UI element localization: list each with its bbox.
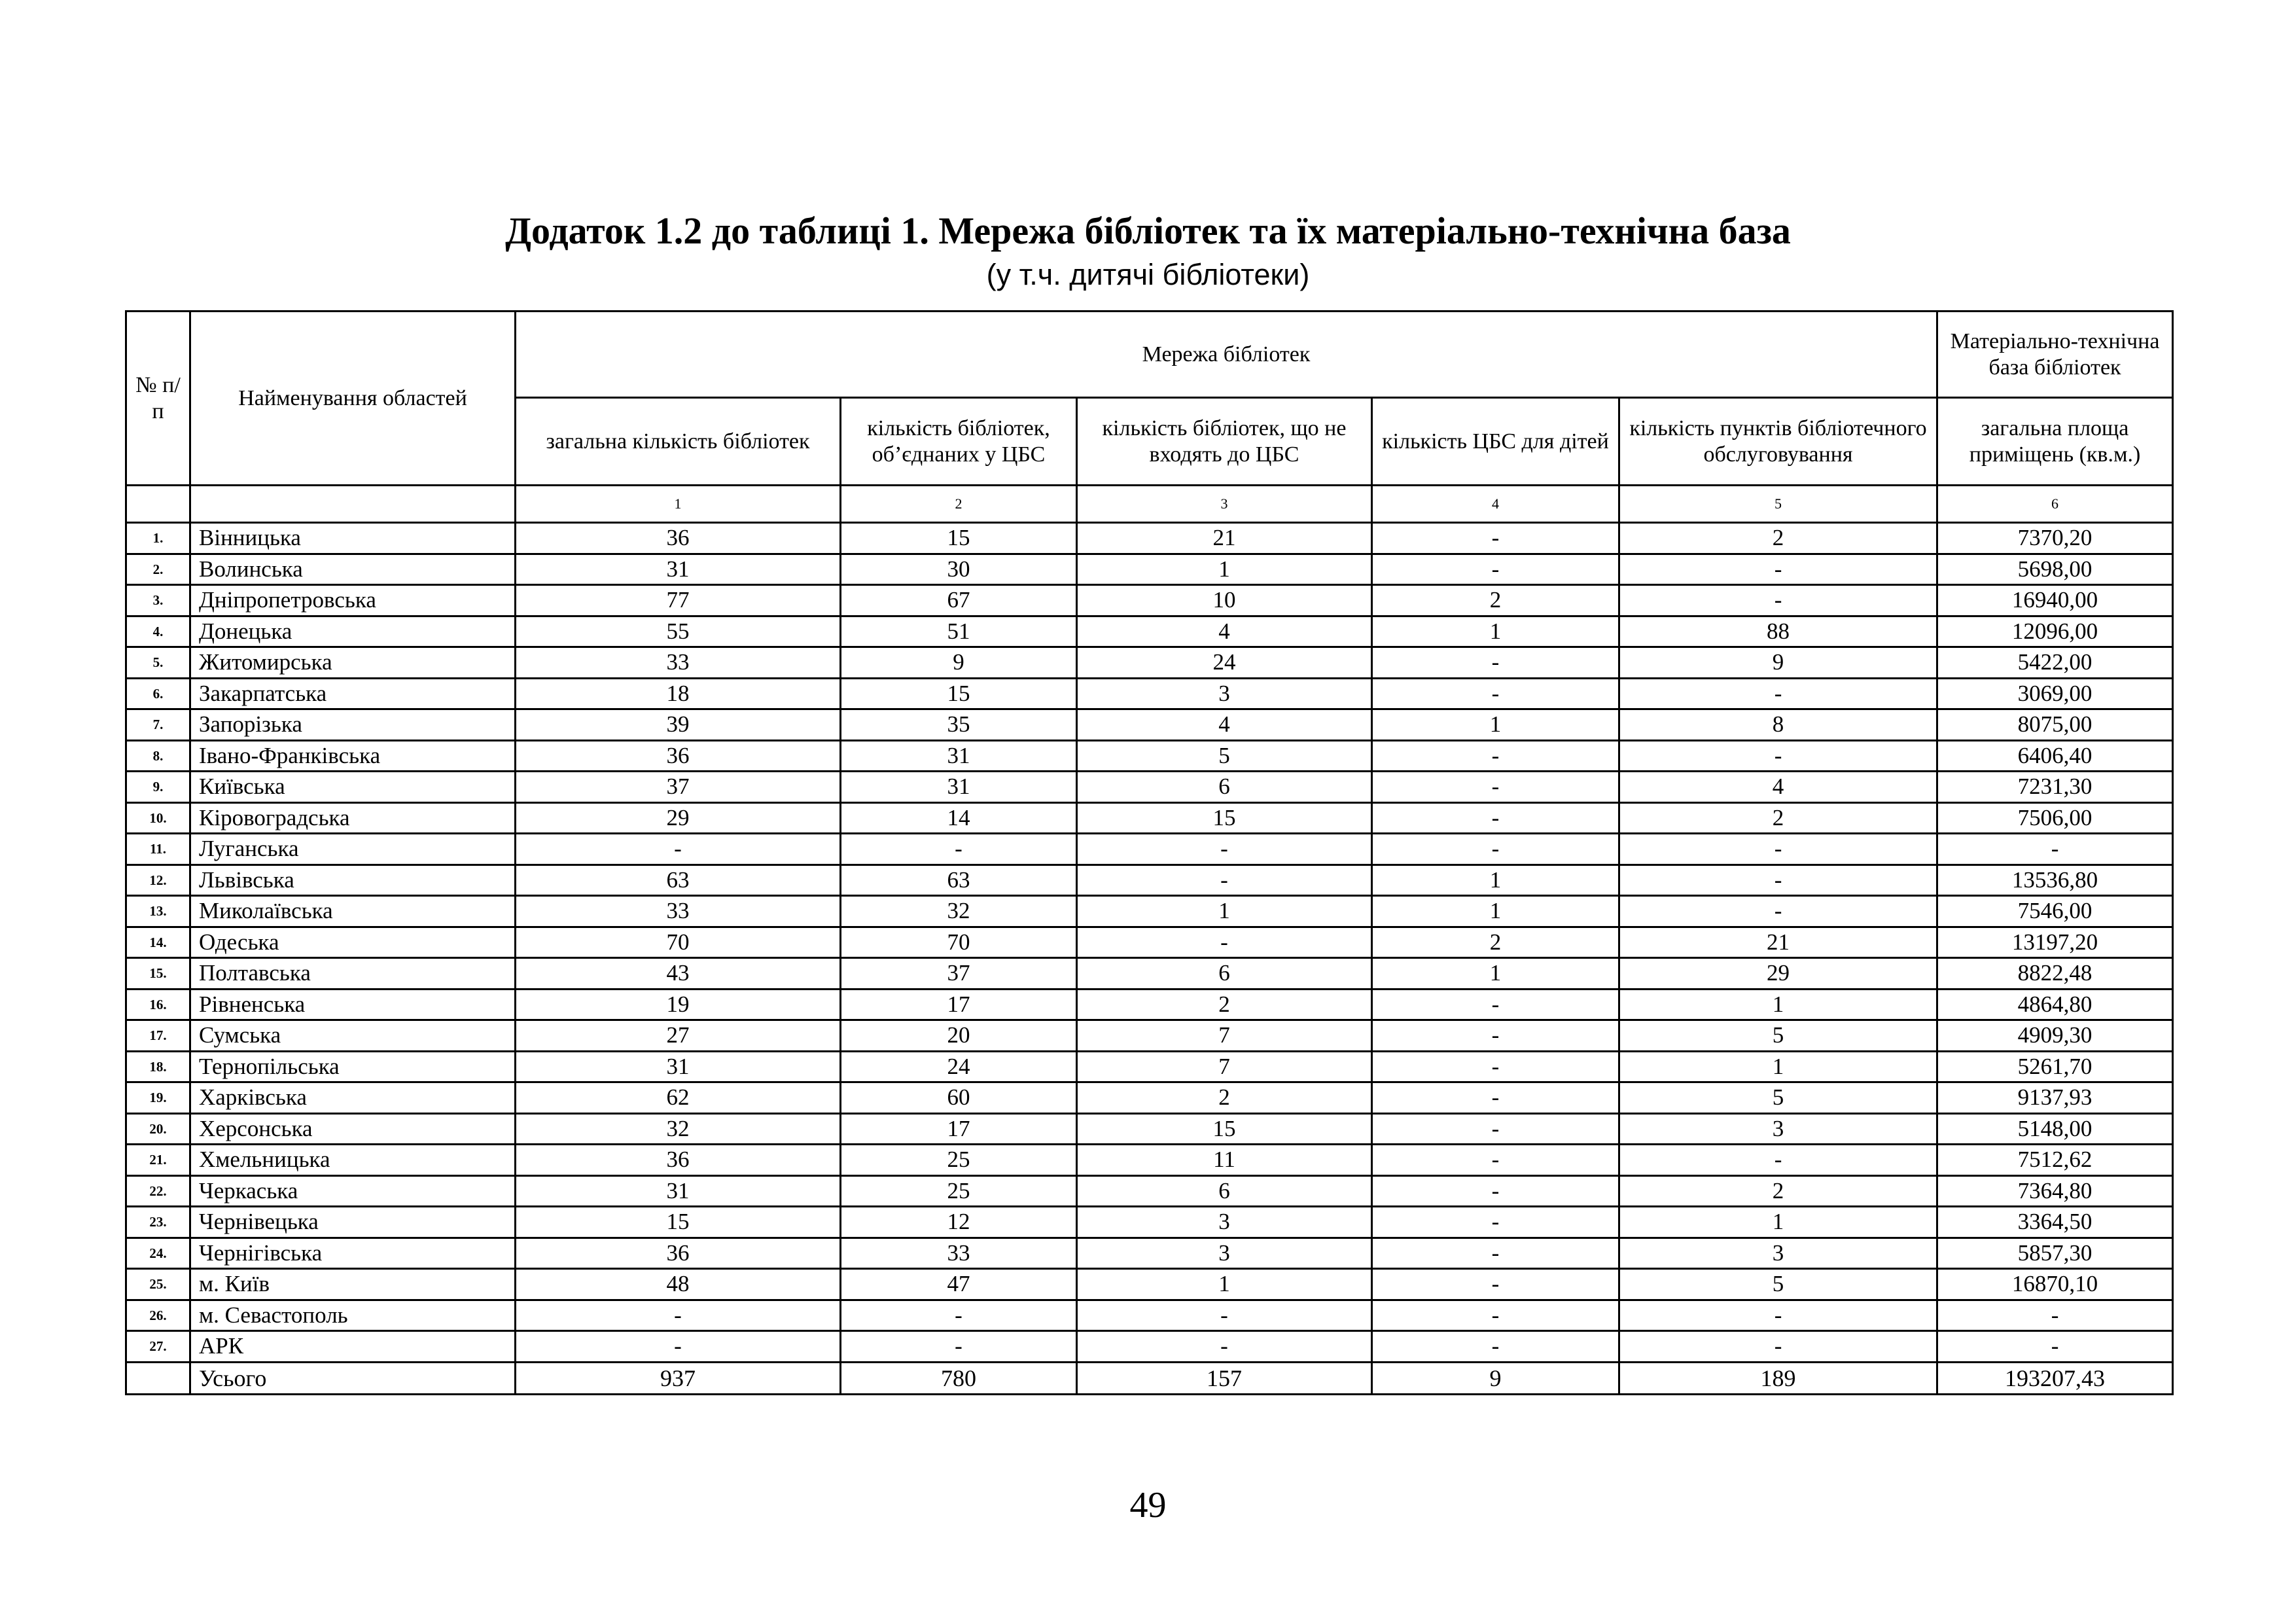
- region-name: Київська: [190, 772, 516, 803]
- libraries-outside-cbs: 3: [1077, 678, 1372, 709]
- service-points-count: 5: [1619, 1020, 1937, 1052]
- table-row: [126, 740, 2173, 772]
- libraries-outside-cbs: 2: [1077, 989, 1372, 1020]
- column-number: 1: [516, 486, 841, 523]
- region-name: Полтавська: [190, 958, 516, 990]
- table-row: [126, 1269, 2173, 1300]
- region-name: Одеська: [190, 927, 516, 958]
- children-cbs-count: -: [1372, 772, 1619, 803]
- row-number: 8.: [126, 740, 190, 772]
- total-libraries: 15: [516, 1207, 841, 1238]
- empty-cell: [190, 486, 516, 523]
- libraries-outside-cbs: 6: [1077, 772, 1372, 803]
- region-name: Івано-Франківська: [190, 740, 516, 772]
- total-total-libraries: 937: [516, 1362, 841, 1394]
- libraries-outside-cbs: 7: [1077, 1051, 1372, 1082]
- children-cbs-count: -: [1372, 802, 1619, 834]
- total-libraries: 36: [516, 523, 841, 554]
- header-material-base: Матеріально-технічна база бібліотек: [1937, 312, 2173, 398]
- service-points-count: 21: [1619, 927, 1937, 958]
- children-cbs-count: 2: [1372, 927, 1619, 958]
- children-cbs-count: 2: [1372, 585, 1619, 616]
- total-area: 12096,00: [1937, 616, 2173, 647]
- libraries-outside-cbs: 4: [1077, 709, 1372, 741]
- service-points-count: 4: [1619, 772, 1937, 803]
- table-body: [126, 523, 2173, 1395]
- total-libraries-outside-cbs: 157: [1077, 1362, 1372, 1394]
- region-name: Хмельницька: [190, 1145, 516, 1176]
- children-cbs-count: -: [1372, 1145, 1619, 1176]
- service-points-count: -: [1619, 554, 1937, 585]
- libraries-outside-cbs: 24: [1077, 647, 1372, 679]
- header-col-2: кількість бібліотек, об’єднаних у ЦБС: [841, 398, 1077, 486]
- service-points-count: -: [1619, 1300, 1937, 1331]
- total-area: 16870,10: [1937, 1269, 2173, 1300]
- column-number: 4: [1372, 486, 1619, 523]
- total-area: -: [1937, 1331, 2173, 1363]
- region-name: Львівська: [190, 865, 516, 896]
- libraries-in-cbs: 15: [841, 523, 1077, 554]
- column-number: 5: [1619, 486, 1937, 523]
- total-area: -: [1937, 834, 2173, 865]
- service-points-count: 2: [1619, 802, 1937, 834]
- table-row: [126, 1300, 2173, 1331]
- region-name: Чернігівська: [190, 1238, 516, 1269]
- libraries-outside-cbs: 3: [1077, 1238, 1372, 1269]
- service-points-count: -: [1619, 740, 1937, 772]
- libraries-outside-cbs: 5: [1077, 740, 1372, 772]
- libraries-table: [125, 310, 2174, 1395]
- total-libraries: 36: [516, 1238, 841, 1269]
- libraries-outside-cbs: -: [1077, 1331, 1372, 1363]
- service-points-count: -: [1619, 1331, 1937, 1363]
- table-row: [126, 802, 2173, 834]
- region-name: Луганська: [190, 834, 516, 865]
- total-libraries: 63: [516, 865, 841, 896]
- total-area: 7231,30: [1937, 772, 2173, 803]
- region-name: Тернопільська: [190, 1051, 516, 1082]
- libraries-in-cbs: 25: [841, 1145, 1077, 1176]
- service-points-count: 5: [1619, 1269, 1937, 1300]
- row-number: 1.: [126, 523, 190, 554]
- libraries-in-cbs: 17: [841, 989, 1077, 1020]
- libraries-in-cbs: 60: [841, 1082, 1077, 1114]
- service-points-count: 2: [1619, 1175, 1937, 1207]
- total-region-name: Усього: [190, 1362, 516, 1394]
- children-cbs-count: -: [1372, 1113, 1619, 1145]
- row-number: 17.: [126, 1020, 190, 1052]
- empty-cell: [126, 1362, 190, 1394]
- region-name: Черкаська: [190, 1175, 516, 1207]
- libraries-in-cbs: 51: [841, 616, 1077, 647]
- service-points-count: 29: [1619, 958, 1937, 990]
- total-area: 7364,80: [1937, 1175, 2173, 1207]
- children-cbs-count: -: [1372, 1020, 1619, 1052]
- service-points-count: 2: [1619, 523, 1937, 554]
- libraries-outside-cbs: 6: [1077, 958, 1372, 990]
- children-cbs-count: -: [1372, 834, 1619, 865]
- region-name: м. Київ: [190, 1269, 516, 1300]
- total-service-points-count: 189: [1619, 1362, 1937, 1394]
- children-cbs-count: 1: [1372, 709, 1619, 741]
- region-name: м. Севастополь: [190, 1300, 516, 1331]
- row-number: 16.: [126, 989, 190, 1020]
- service-points-count: 3: [1619, 1113, 1937, 1145]
- header-number: № п/п: [126, 312, 190, 486]
- total-libraries: 33: [516, 896, 841, 927]
- table-row: [126, 1238, 2173, 1269]
- table-row: [126, 989, 2173, 1020]
- total-area: 5857,30: [1937, 1238, 2173, 1269]
- total-libraries: 32: [516, 1113, 841, 1145]
- libraries-in-cbs: 32: [841, 896, 1077, 927]
- region-name: Закарпатська: [190, 678, 516, 709]
- page-subtitle: (у т.ч. дитячі бібліотеки): [986, 258, 1310, 291]
- table-row: [126, 1207, 2173, 1238]
- table-row: [126, 616, 2173, 647]
- row-number: 21.: [126, 1145, 190, 1176]
- total-libraries: 48: [516, 1269, 841, 1300]
- table-row: [126, 865, 2173, 896]
- row-number: 11.: [126, 834, 190, 865]
- service-points-count: 8: [1619, 709, 1937, 741]
- table-row: [126, 1051, 2173, 1082]
- libraries-outside-cbs: 4: [1077, 616, 1372, 647]
- total-total-area: 193207,43: [1937, 1362, 2173, 1394]
- libraries-outside-cbs: 10: [1077, 585, 1372, 616]
- total-libraries: -: [516, 1300, 841, 1331]
- service-points-count: 1: [1619, 989, 1937, 1020]
- service-points-count: -: [1619, 865, 1937, 896]
- children-cbs-count: -: [1372, 1269, 1619, 1300]
- region-name: Житомирська: [190, 647, 516, 679]
- row-number: 15.: [126, 958, 190, 990]
- total-row: [126, 1362, 2173, 1394]
- libraries-in-cbs: 31: [841, 772, 1077, 803]
- table-row: [126, 709, 2173, 741]
- libraries-outside-cbs: 2: [1077, 1082, 1372, 1114]
- region-name: АРК: [190, 1331, 516, 1363]
- children-cbs-count: -: [1372, 740, 1619, 772]
- header-library-network: Мережа бібліотек: [516, 312, 1937, 398]
- region-name: Донецька: [190, 616, 516, 647]
- children-cbs-count: -: [1372, 1082, 1619, 1114]
- libraries-in-cbs: 30: [841, 554, 1077, 585]
- row-number: 14.: [126, 927, 190, 958]
- total-libraries: 29: [516, 802, 841, 834]
- region-name: Харківська: [190, 1082, 516, 1114]
- libraries-in-cbs: 9: [841, 647, 1077, 679]
- service-points-count: -: [1619, 834, 1937, 865]
- row-number: 25.: [126, 1269, 190, 1300]
- region-name: Чернівецька: [190, 1207, 516, 1238]
- total-area: 4864,80: [1937, 989, 2173, 1020]
- total-libraries: 70: [516, 927, 841, 958]
- total-area: 7546,00: [1937, 896, 2173, 927]
- table-row: [126, 585, 2173, 616]
- table-row: [126, 1113, 2173, 1145]
- libraries-in-cbs: 33: [841, 1238, 1077, 1269]
- total-area: 4909,30: [1937, 1020, 2173, 1052]
- total-area: 13197,20: [1937, 927, 2173, 958]
- table-row: [126, 523, 2173, 554]
- header-col-4: кількість ЦБС для дітей: [1372, 398, 1619, 486]
- service-points-count: 1: [1619, 1207, 1937, 1238]
- service-points-count: 1: [1619, 1051, 1937, 1082]
- total-area: 3069,00: [1937, 678, 2173, 709]
- total-area: 16940,00: [1937, 585, 2173, 616]
- row-number: 20.: [126, 1113, 190, 1145]
- libraries-outside-cbs: -: [1077, 834, 1372, 865]
- libraries-in-cbs: -: [841, 1300, 1077, 1331]
- children-cbs-count: 1: [1372, 958, 1619, 990]
- row-number: 12.: [126, 865, 190, 896]
- row-number: 7.: [126, 709, 190, 741]
- header-col-6: загальна площа приміщень (кв.м.): [1937, 398, 2173, 486]
- total-area: 5698,00: [1937, 554, 2173, 585]
- table-row: [126, 678, 2173, 709]
- libraries-in-cbs: 15: [841, 678, 1077, 709]
- total-libraries: 18: [516, 678, 841, 709]
- libraries-outside-cbs: 6: [1077, 1175, 1372, 1207]
- total-area: 5261,70: [1937, 1051, 2173, 1082]
- libraries-outside-cbs: 15: [1077, 1113, 1372, 1145]
- table-row: [126, 896, 2173, 927]
- libraries-in-cbs: 31: [841, 740, 1077, 772]
- region-name: Запорізька: [190, 709, 516, 741]
- row-number: 13.: [126, 896, 190, 927]
- children-cbs-count: -: [1372, 554, 1619, 585]
- libraries-outside-cbs: 15: [1077, 802, 1372, 834]
- service-points-count: -: [1619, 678, 1937, 709]
- region-name: Волинська: [190, 554, 516, 585]
- page-title: Додаток 1.2 до таблиці 1. Мережа бібліотек та їх матеріально-технічна база: [505, 209, 1791, 252]
- total-children-cbs-count: 9: [1372, 1362, 1619, 1394]
- total-libraries: 27: [516, 1020, 841, 1052]
- service-points-count: -: [1619, 896, 1937, 927]
- table-row: [126, 927, 2173, 958]
- total-area: 9137,93: [1937, 1082, 2173, 1114]
- table-row: [126, 647, 2173, 679]
- table-row: [126, 834, 2173, 865]
- table-row: [126, 958, 2173, 990]
- total-libraries: -: [516, 1331, 841, 1363]
- table-row: [126, 1020, 2173, 1052]
- total-libraries: 62: [516, 1082, 841, 1114]
- libraries-outside-cbs: -: [1077, 1300, 1372, 1331]
- total-libraries: 37: [516, 772, 841, 803]
- row-number: 4.: [126, 616, 190, 647]
- children-cbs-count: -: [1372, 1238, 1619, 1269]
- row-number: 18.: [126, 1051, 190, 1082]
- total-area: 7512,62: [1937, 1145, 2173, 1176]
- region-name: Кіровоградська: [190, 802, 516, 834]
- header-col-1: загальна кількість бібліотек: [516, 398, 841, 486]
- region-name: Дніпропетровська: [190, 585, 516, 616]
- libraries-outside-cbs: 3: [1077, 1207, 1372, 1238]
- children-cbs-count: -: [1372, 1300, 1619, 1331]
- total-area: 5422,00: [1937, 647, 2173, 679]
- column-number: 2: [841, 486, 1077, 523]
- table-row: [126, 772, 2173, 803]
- libraries-in-cbs: 67: [841, 585, 1077, 616]
- children-cbs-count: -: [1372, 678, 1619, 709]
- total-libraries: -: [516, 834, 841, 865]
- libraries-in-cbs: 24: [841, 1051, 1077, 1082]
- total-area: 3364,50: [1937, 1207, 2173, 1238]
- row-number: 9.: [126, 772, 190, 803]
- service-points-count: 9: [1619, 647, 1937, 679]
- column-number: 3: [1077, 486, 1372, 523]
- children-cbs-count: 1: [1372, 616, 1619, 647]
- row-number: 3.: [126, 585, 190, 616]
- service-points-count: 3: [1619, 1238, 1937, 1269]
- libraries-in-cbs: 25: [841, 1175, 1077, 1207]
- libraries-in-cbs: -: [841, 1331, 1077, 1363]
- total-area: 5148,00: [1937, 1113, 2173, 1145]
- total-libraries: 77: [516, 585, 841, 616]
- region-name: Вінницька: [190, 523, 516, 554]
- libraries-in-cbs: 47: [841, 1269, 1077, 1300]
- libraries-in-cbs: 14: [841, 802, 1077, 834]
- region-name: Сумська: [190, 1020, 516, 1052]
- service-points-count: -: [1619, 585, 1937, 616]
- libraries-outside-cbs: 7: [1077, 1020, 1372, 1052]
- service-points-count: -: [1619, 1145, 1937, 1176]
- libraries-outside-cbs: 11: [1077, 1145, 1372, 1176]
- region-name: Херсонська: [190, 1113, 516, 1145]
- row-number: 6.: [126, 678, 190, 709]
- libraries-outside-cbs: -: [1077, 927, 1372, 958]
- libraries-outside-cbs: 1: [1077, 554, 1372, 585]
- total-area: 6406,40: [1937, 740, 2173, 772]
- total-area: 8822,48: [1937, 958, 2173, 990]
- row-number: 24.: [126, 1238, 190, 1269]
- total-libraries: 19: [516, 989, 841, 1020]
- table-row: [126, 554, 2173, 585]
- table-row: [126, 1082, 2173, 1114]
- table-row: [126, 1175, 2173, 1207]
- children-cbs-count: -: [1372, 1175, 1619, 1207]
- children-cbs-count: -: [1372, 1051, 1619, 1082]
- children-cbs-count: 1: [1372, 865, 1619, 896]
- libraries-in-cbs: 12: [841, 1207, 1077, 1238]
- libraries-in-cbs: 35: [841, 709, 1077, 741]
- children-cbs-count: 1: [1372, 896, 1619, 927]
- row-number: 19.: [126, 1082, 190, 1114]
- service-points-count: 5: [1619, 1082, 1937, 1114]
- row-number: 2.: [126, 554, 190, 585]
- libraries-outside-cbs: 21: [1077, 523, 1372, 554]
- libraries-in-cbs: 37: [841, 958, 1077, 990]
- total-area: 13536,80: [1937, 865, 2173, 896]
- header-col-5: кількість пунктів бібліотечного обслуговування: [1619, 398, 1937, 486]
- total-area: 7506,00: [1937, 802, 2173, 834]
- children-cbs-count: -: [1372, 1331, 1619, 1363]
- column-number: 6: [1937, 486, 2173, 523]
- total-libraries: 55: [516, 616, 841, 647]
- table-row: [126, 1145, 2173, 1176]
- row-number: 22.: [126, 1175, 190, 1207]
- children-cbs-count: -: [1372, 1207, 1619, 1238]
- libraries-in-cbs: 63: [841, 865, 1077, 896]
- row-number: 23.: [126, 1207, 190, 1238]
- total-libraries: 36: [516, 740, 841, 772]
- region-name: Рівненська: [190, 989, 516, 1020]
- children-cbs-count: -: [1372, 989, 1619, 1020]
- libraries-in-cbs: 17: [841, 1113, 1077, 1145]
- children-cbs-count: -: [1372, 647, 1619, 679]
- total-area: 7370,20: [1937, 523, 2173, 554]
- total-libraries: 31: [516, 554, 841, 585]
- total-libraries: 43: [516, 958, 841, 990]
- total-area: -: [1937, 1300, 2173, 1331]
- table-row: [126, 1331, 2173, 1363]
- row-number: 26.: [126, 1300, 190, 1331]
- total-libraries: 31: [516, 1051, 841, 1082]
- header-col-3: кількість бібліотек, що не входять до ЦБС: [1077, 398, 1372, 486]
- total-libraries: 36: [516, 1145, 841, 1176]
- total-libraries: 33: [516, 647, 841, 679]
- libraries-in-cbs: -: [841, 834, 1077, 865]
- libraries-outside-cbs: 1: [1077, 896, 1372, 927]
- page-number: 49: [1129, 1485, 1167, 1525]
- empty-cell: [126, 486, 190, 523]
- total-area: 8075,00: [1937, 709, 2173, 741]
- column-number-row: [126, 486, 2173, 523]
- libraries-outside-cbs: 1: [1077, 1269, 1372, 1300]
- row-number: 5.: [126, 647, 190, 679]
- total-libraries: 31: [516, 1175, 841, 1207]
- children-cbs-count: -: [1372, 523, 1619, 554]
- row-number: 10.: [126, 802, 190, 834]
- libraries-in-cbs: 70: [841, 927, 1077, 958]
- libraries-outside-cbs: -: [1077, 865, 1372, 896]
- region-name: Миколаївська: [190, 896, 516, 927]
- libraries-in-cbs: 20: [841, 1020, 1077, 1052]
- total-libraries: 39: [516, 709, 841, 741]
- row-number: 27.: [126, 1331, 190, 1363]
- total-libraries-in-cbs: 780: [841, 1362, 1077, 1394]
- service-points-count: 88: [1619, 616, 1937, 647]
- header-region-name: Найменування областей: [190, 312, 516, 486]
